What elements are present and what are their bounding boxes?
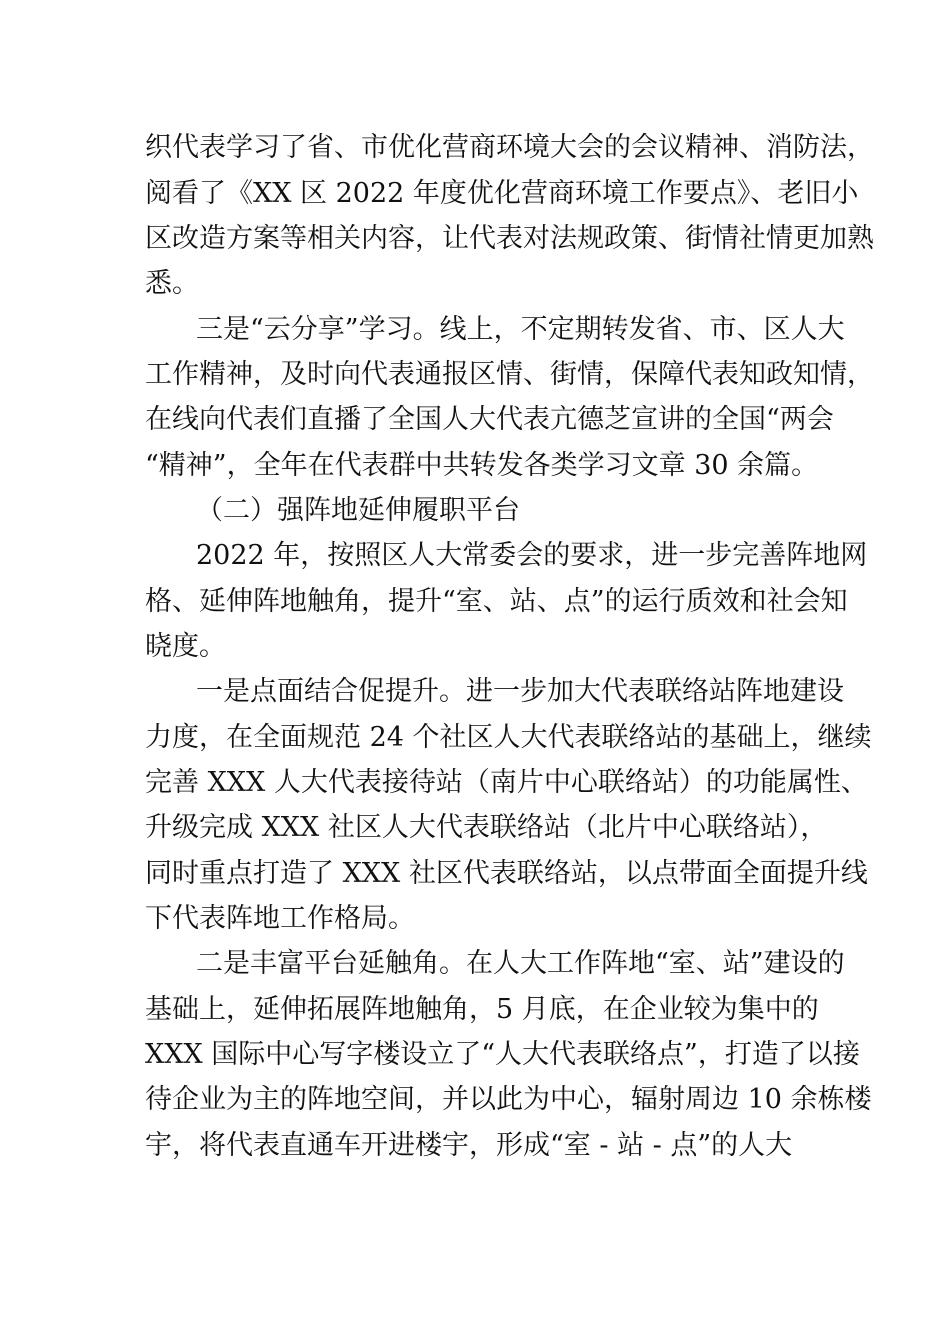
paragraph-start-line: 2022 年，按照区人大常委会的要求，进一步完善阵地网 <box>196 540 868 571</box>
text-line: 区改造方案等相关内容，让代表对法规政策、街情社情更加熟 <box>145 223 874 254</box>
text-line: XXX 国际中心写字楼设立了“人大代表联络点”，打造了以接 <box>145 1039 860 1070</box>
text-line: 力度，在全面规范 24 个社区人大代表联络站的基础上，继续 <box>145 722 872 753</box>
text-line: 下代表阵地工作格局。 <box>145 903 415 934</box>
text-line: 基础上，延伸拓展阵地触角，5 月底，在企业较为集中的 <box>145 994 819 1025</box>
text-line: 悉。 <box>145 268 199 299</box>
text-line: “精神”，全年在代表群中共转发各类学习文章 30 余篇。 <box>145 450 819 481</box>
section-heading: （二）强阵地延伸履职平台 <box>196 495 520 526</box>
paragraph-start-line: 二是丰富平台延触角。在人大工作阵地“室、站”建设的 <box>196 948 845 979</box>
text-line: 完善 XXX 人大代表接待站（南片中心联络站）的功能属性、 <box>145 767 868 798</box>
text-line: 工作精神，及时向代表通报区情、街情，保障代表知政知情， <box>145 359 874 390</box>
paragraph-start-line: 一是点面结合促提升。进一步加大代表联络站阵地建设 <box>196 676 844 707</box>
text-line: 格、延伸阵地触角，提升“室、站、点”的运行质效和社会知 <box>145 586 848 617</box>
text-line: 晓度。 <box>145 631 226 662</box>
text-line: 织代表学习了省、市优化营商环境大会的会议精神、消防法， <box>145 132 874 163</box>
text-line: 同时重点打造了 XXX 社区代表联络站，以点带面全面提升线 <box>145 858 868 889</box>
text-line: 阅看了《XX 区 2022 年度优化营商环境工作要点》、老旧小 <box>145 178 859 209</box>
text-line: 待企业为主的阵地空间，并以此为中心，辐射周边 10 余栋楼 <box>145 1084 872 1115</box>
paragraph-start-line: 三是“云分享”学习。线上，不定期转发省、市、区人大 <box>196 314 845 345</box>
text-line: 宇，将代表直通车开进楼宇，形成“室 - 站 - 点”的人大 <box>145 1130 793 1161</box>
text-line: 在线向代表们直播了全国人大代表亢德芝宣讲的全国“两会 <box>145 404 834 435</box>
text-line: 升级完成 XXX 社区人大代表联络站（北片中心联络站）， <box>145 812 828 843</box>
